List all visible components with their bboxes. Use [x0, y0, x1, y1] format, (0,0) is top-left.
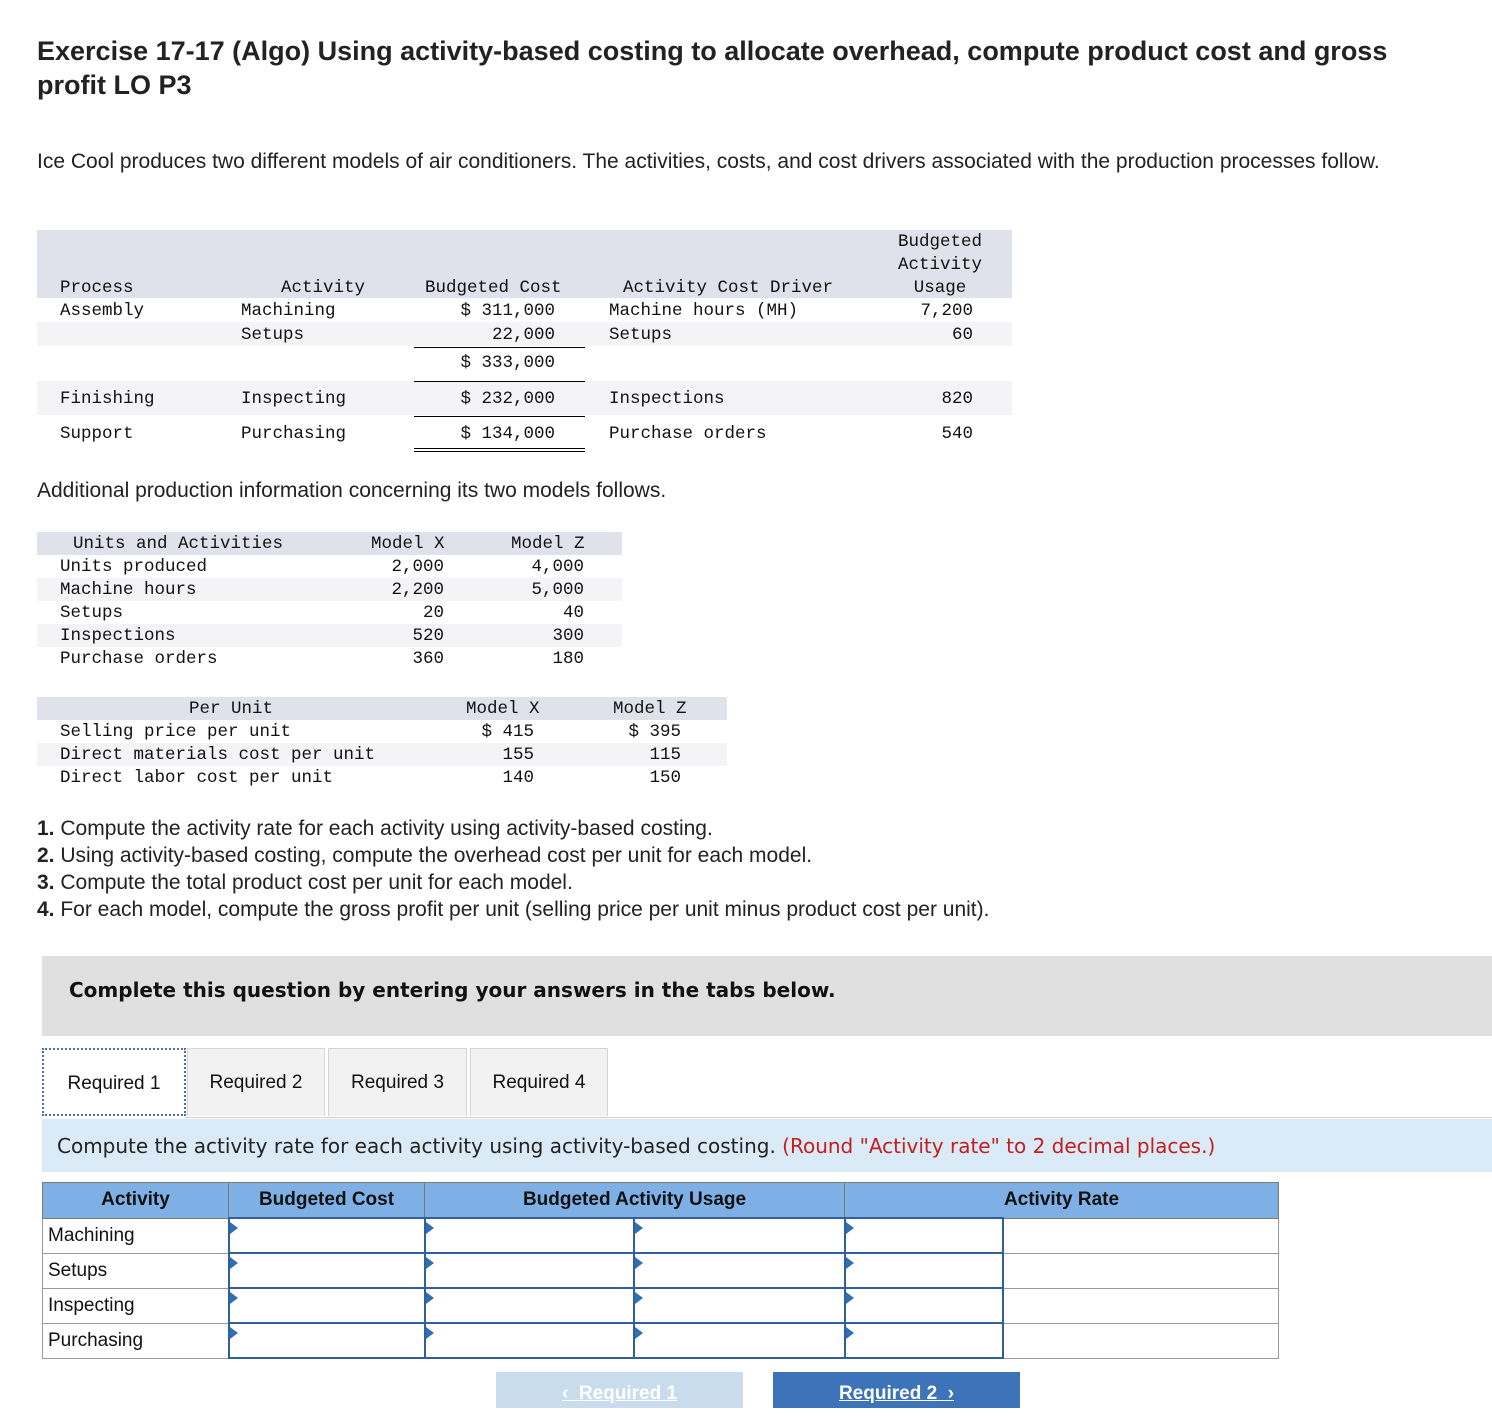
usage-input-machining[interactable]: [425, 1218, 634, 1253]
table-header-row: [43, 1183, 1279, 1219]
usage-inspecting: 820: [941, 389, 973, 409]
driver-setups: Setups: [609, 325, 673, 345]
t2-row-label: Machine hours: [60, 580, 197, 600]
cost-setups: 22,000: [491, 325, 555, 345]
t2-row-label: Purchase orders: [60, 649, 218, 669]
rate-input-setups[interactable]: [845, 1253, 1003, 1288]
rate-unit-setups: [1003, 1253, 1279, 1288]
rate-unit-inspecting: [1003, 1288, 1279, 1323]
activity-machining: Machining: [241, 301, 336, 321]
activity-setups: Setups: [241, 325, 305, 345]
tab-required-3[interactable]: Required 3: [328, 1048, 467, 1116]
usage-purchasing: 540: [941, 424, 973, 444]
header-driver: Activity Cost Driver: [623, 278, 834, 298]
usage-unit-input-purchasing[interactable]: [634, 1323, 845, 1358]
table-row: [43, 1253, 1279, 1288]
additional-info-text: Additional production information concerning its two models follows.: [37, 479, 667, 502]
row-label-inspecting: Inspecting: [43, 1288, 229, 1323]
t3-row-z: 115: [649, 745, 681, 765]
instructions-panel: [42, 956, 1492, 1036]
t2-row-z: 300: [552, 626, 584, 646]
header-usage-1: Budgeted: [897, 232, 982, 252]
budgeted-cost-input-purchasing[interactable]: [229, 1323, 425, 1358]
requirement-item: 4. For each model, compute the gross profit per unit (selling price per unit minus product cost per unit).: [37, 898, 990, 921]
driver-purchasing: Purchase orders: [609, 424, 767, 444]
table-row: [43, 1218, 1279, 1253]
usage-setups: 60: [951, 325, 973, 345]
rate-input-machining[interactable]: [845, 1218, 1003, 1253]
process-finishing: Finishing: [60, 389, 155, 409]
t3-row-label: Direct labor cost per unit: [60, 768, 334, 788]
t2-row-label: Inspections: [60, 626, 176, 646]
header-budgeted-cost: Budgeted Cost: [229, 1183, 425, 1219]
t3-row-label: Selling price per unit: [60, 722, 292, 742]
cost-inspecting: $ 232,000: [460, 389, 555, 409]
rate-unit-purchasing: [1003, 1323, 1279, 1358]
t3-row-x: 140: [502, 768, 534, 788]
usage-input-purchasing[interactable]: [425, 1323, 634, 1358]
t2-row-label: Setups: [60, 603, 124, 623]
row-label-machining: Machining: [43, 1218, 229, 1253]
next-required-button[interactable]: Required 2 ›: [773, 1372, 1020, 1408]
driver-inspecting: Inspections: [609, 389, 725, 409]
t2-row-z: 40: [562, 603, 584, 623]
t2-row-x: 360: [412, 649, 444, 669]
rate-unit-machining: [1003, 1218, 1279, 1253]
t2-row-x: 2,200: [391, 580, 444, 600]
instruction-bar: [42, 1119, 1492, 1172]
table-row: [43, 1288, 1279, 1323]
cost-purchasing: $ 134,000: [460, 424, 555, 444]
chevron-left-icon: ‹: [561, 1383, 579, 1404]
usage-input-setups[interactable]: [425, 1253, 634, 1288]
header-usage-3: Usage: [913, 278, 967, 298]
t3-header-x: Model X: [466, 699, 540, 719]
assembly-subtotal: $ 333,000: [460, 353, 555, 373]
tab-required-4[interactable]: Required 4: [470, 1048, 608, 1116]
prev-required-button[interactable]: ‹ Required 1: [496, 1372, 743, 1408]
t2-row-z: 180: [552, 649, 584, 669]
t2-row-z: 4,000: [531, 557, 584, 577]
header-activity: Activity: [281, 278, 366, 298]
requirement-item: 3. Compute the total product cost per unit for each model.: [37, 871, 573, 894]
usage-unit-input-setups[interactable]: [634, 1253, 845, 1288]
requirement-item: 2. Using activity-based costing, compute the overhead cost per unit for each model.: [37, 844, 813, 867]
t2-row-x: 520: [412, 626, 444, 646]
budgeted-cost-input-inspecting[interactable]: [229, 1288, 425, 1323]
usage-machining: 7,200: [920, 301, 973, 321]
page-title: Exercise 17-17 (Algo) Using activity-based costing to allocate overhead, compute product cost and gross profit LO P3: [37, 36, 1388, 100]
header-process: Process: [60, 278, 134, 298]
driver-machining: Machine hours (MH): [609, 301, 799, 321]
t2-row-z: 5,000: [531, 580, 584, 600]
requirement-item: 1. Compute the activity rate for each activity using activity-based costing.: [37, 817, 713, 840]
cost-machining: $ 311,000: [460, 301, 555, 321]
row-label-purchasing: Purchasing: [43, 1323, 229, 1358]
activity-inspecting: Inspecting: [241, 389, 347, 409]
process-assembly: Assembly: [60, 301, 145, 321]
t2-row-label: Units produced: [60, 557, 208, 577]
header-budgeted-cost: Budgeted Cost: [425, 278, 562, 298]
intro-text: Ice Cool produces two different models of air conditioners. The activities, costs, and cost drivers associated with the production processes follow.: [37, 150, 1380, 173]
header-activity-rate: Activity Rate: [845, 1183, 1279, 1219]
t3-header-label: Per Unit: [189, 699, 274, 719]
process-support: Support: [60, 424, 134, 444]
table-row: [43, 1323, 1279, 1358]
chevron-right-icon: ›: [937, 1383, 955, 1404]
tab-required-2[interactable]: Required 2: [187, 1048, 325, 1116]
budgeted-cost-input-setups[interactable]: [229, 1253, 425, 1288]
usage-unit-input-machining[interactable]: [634, 1218, 845, 1253]
t3-header-z: Model Z: [613, 699, 687, 719]
requirements-list: [37, 815, 989, 923]
tab-divider: [185, 1117, 1492, 1118]
usage-input-inspecting[interactable]: [425, 1288, 634, 1323]
t3-row-z: $ 395: [628, 722, 681, 742]
t2-row-x: 20: [422, 603, 444, 623]
t3-row-x: $ 415: [481, 722, 534, 742]
activity-purchasing: Purchasing: [241, 424, 347, 444]
tab-required-1[interactable]: Required 1: [42, 1048, 186, 1116]
t2-header-label: Units and Activities: [73, 534, 284, 554]
instruction-text: Compute the activity rate for each activity using activity-based costing. (Round "Activity rate" to 2 decimal places.): [57, 1134, 1216, 1158]
t3-row-x: 155: [502, 745, 534, 765]
t2-row-x: 2,000: [391, 557, 444, 577]
t2-header-x: Model X: [371, 534, 445, 554]
rounding-note: (Round "Activity rate" to 2 decimal places.): [782, 1134, 1216, 1158]
header-usage-2: Activity: [897, 255, 982, 275]
t3-row-label: Direct materials cost per unit: [60, 745, 376, 765]
header-budgeted-activity-usage: Budgeted Activity Usage: [425, 1183, 845, 1219]
t2-header-z: Model Z: [511, 534, 585, 554]
t3-row-z: 150: [649, 768, 681, 788]
row-label-setups: Setups: [43, 1253, 229, 1288]
activity-rate-table: [42, 1182, 1279, 1359]
header-activity: Activity: [43, 1183, 229, 1219]
panel-text: Complete this question by entering your answers in the tabs below.: [69, 978, 836, 1002]
rate-input-inspecting[interactable]: [845, 1288, 1003, 1323]
budgeted-cost-input-machining[interactable]: [229, 1218, 425, 1253]
usage-unit-input-inspecting[interactable]: [634, 1288, 845, 1323]
rate-input-purchasing[interactable]: [845, 1323, 1003, 1358]
